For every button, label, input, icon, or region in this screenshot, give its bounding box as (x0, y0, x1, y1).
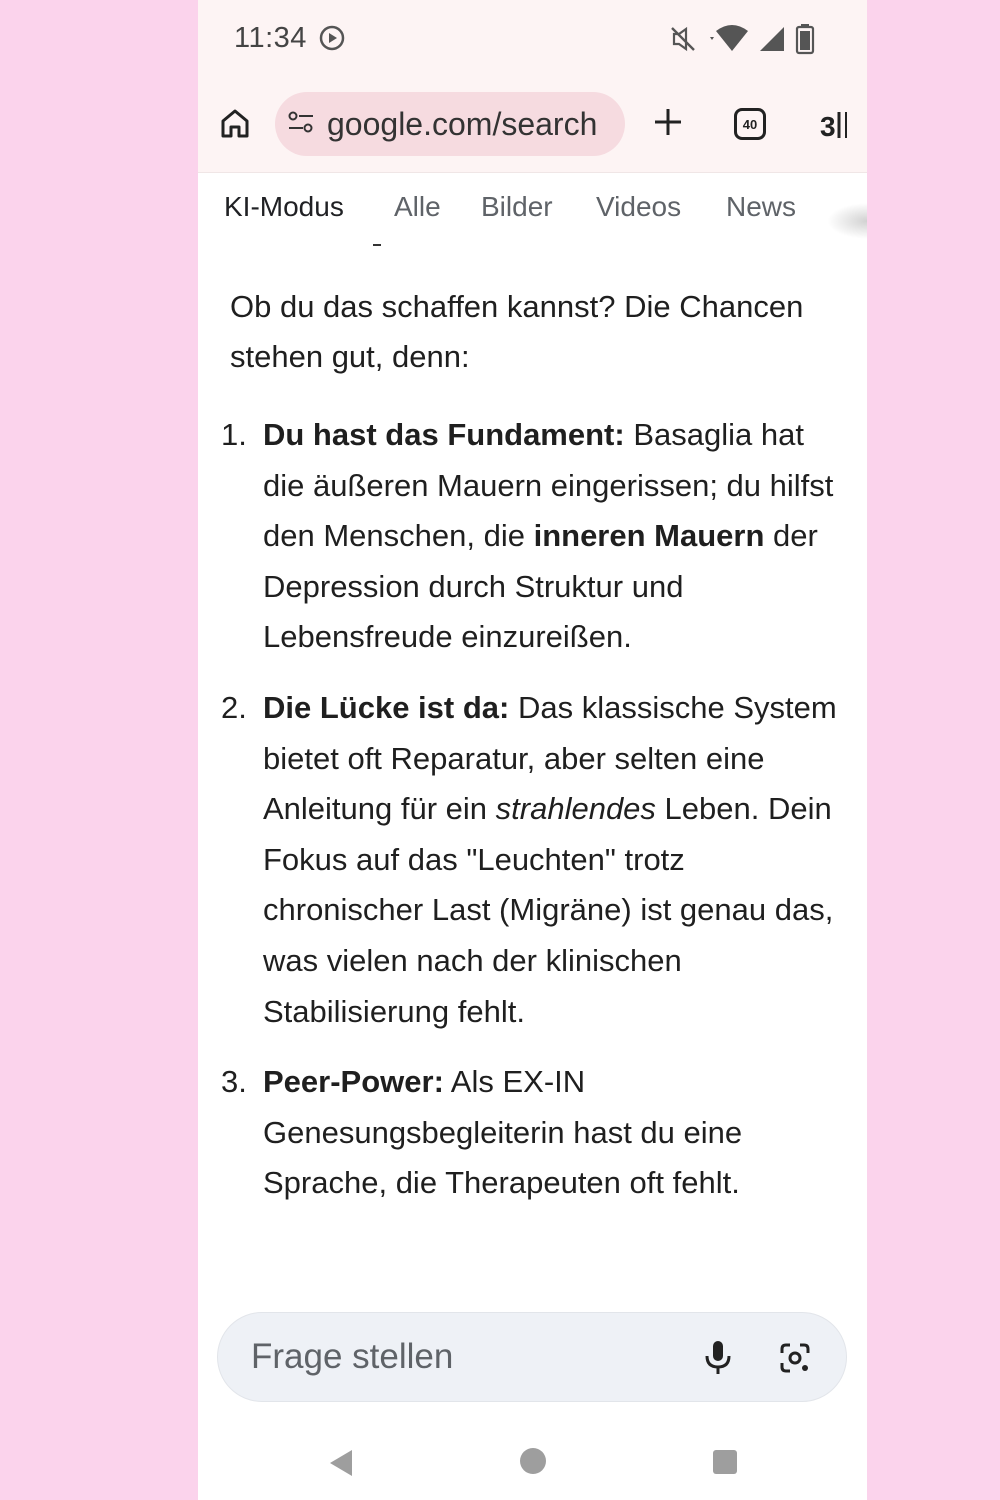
list-item-text: der Depression durch Struktur und Lebensfreude einzureißen. (263, 518, 818, 655)
divider-mark (373, 244, 381, 246)
mute-vibrate-icon (668, 24, 698, 58)
list-item-heading: Die Lücke ist da: (263, 689, 510, 725)
list-item-emphasis: inneren Mauern (533, 518, 765, 554)
status-time: 11:34 (234, 22, 307, 54)
wifi-icon (708, 25, 748, 57)
list-number: 2. (221, 689, 247, 725)
browser-toolbar (198, 80, 867, 172)
tabs-scroll-fade (827, 203, 867, 239)
svg-text:3: 3 (820, 111, 836, 142)
tab-ki-modus[interactable]: KI-Modus (224, 191, 344, 222)
list-item-text: Als EX-IN Genesungsbegleiterin hast du eine Sprache, die Therapeuten oft fehlt. (263, 1064, 743, 1201)
list-item-emphasis: strahlendes (495, 791, 656, 827)
list-item-text: Basaglia hat die äußeren Mauern eingerissen; du hilfst den Menschen, die (263, 417, 834, 554)
status-icons (668, 24, 814, 58)
list-number: 1. (221, 417, 247, 452)
status-bar (198, 0, 867, 80)
url-bar[interactable] (275, 92, 625, 156)
new-tab-icon[interactable] (650, 104, 686, 144)
tab-switcher-button[interactable]: 40 (734, 108, 766, 140)
home-circle-icon[interactable] (520, 1448, 546, 1474)
answer-list (221, 410, 840, 1209)
home-icon[interactable] (218, 106, 252, 144)
tab-alle[interactable]: Alle (394, 191, 441, 222)
tab-news[interactable]: News (726, 191, 797, 222)
recents-square-icon[interactable] (713, 1450, 737, 1474)
back-icon[interactable] (326, 1448, 354, 1482)
list-number: 3. (221, 1064, 247, 1100)
search-tabs (198, 172, 867, 250)
list-item-text: Leben. Dein Fokus auf das "Leuchten" trotz chronischer Last (Migräne) ist genau das, was vielen nach der klinischen Stabilisierung fehlt. (263, 791, 834, 1029)
battery-icon (796, 24, 814, 58)
list-item (221, 1057, 840, 1209)
ask-placeholder: Frage stellen (251, 1337, 454, 1376)
tab-videos[interactable]: Videos (596, 191, 682, 222)
phone-screen (198, 0, 867, 1500)
list-item-heading: Du hast das Fundament: (263, 417, 625, 452)
camera-lens-icon[interactable] (778, 1341, 812, 1379)
signal-icon (758, 25, 786, 57)
tab-bilder[interactable]: Bilder (481, 191, 553, 222)
play-circle-icon (318, 24, 346, 56)
ask-input[interactable] (217, 1312, 847, 1402)
system-navigation (198, 1420, 867, 1500)
menu-icon[interactable] (820, 108, 850, 146)
list-item-heading: Peer-Power: (263, 1064, 444, 1100)
answer-intro: Ob du das schaffen kannst? Die Chancen stehen gut, denn: (230, 289, 804, 374)
list-item (221, 683, 840, 1037)
site-settings-icon[interactable] (287, 110, 315, 138)
list-item (221, 410, 840, 663)
microphone-icon[interactable] (703, 1339, 733, 1381)
url-text: google.com/search (327, 105, 598, 142)
ai-answer-content (221, 282, 840, 1290)
list-item-text: Das klassische System bietet oft Reparatur, aber selten eine Anleitung für ein (263, 689, 837, 827)
